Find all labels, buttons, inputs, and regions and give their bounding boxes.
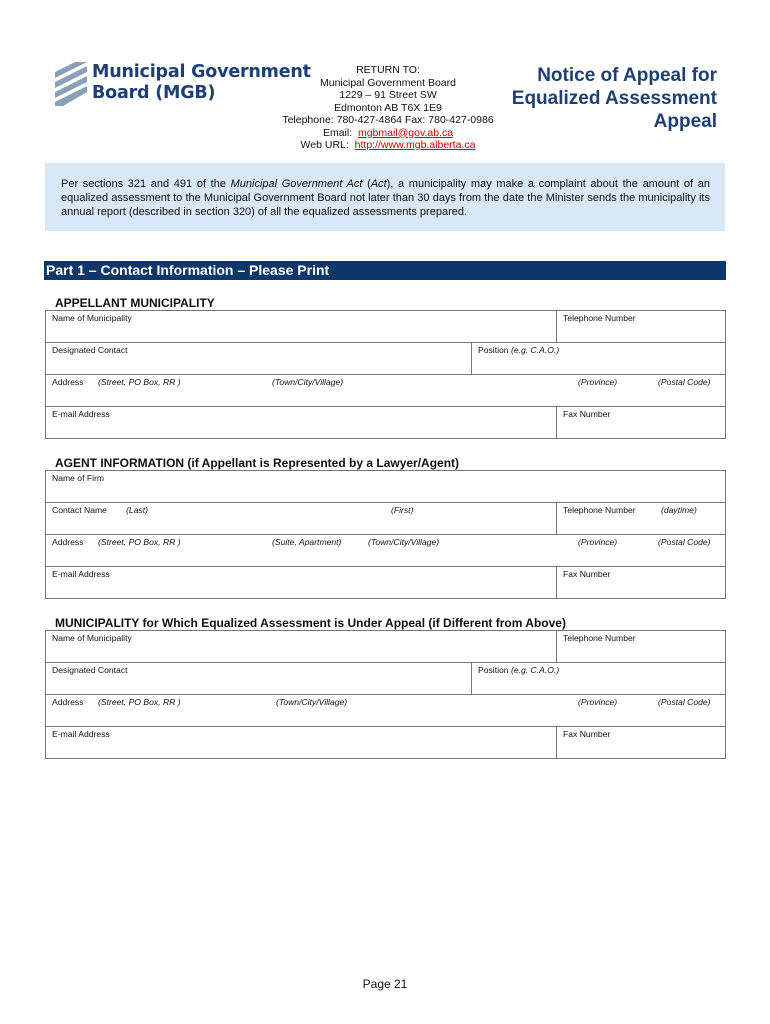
agent-table: [45, 470, 726, 599]
logo-line2: Board (MGB): [92, 83, 216, 103]
agent-email-label: E-mail Address: [52, 569, 110, 579]
agent-address-field[interactable]: [46, 535, 726, 567]
appellant-position-label: Position (e.g. C.A.O.): [478, 345, 560, 355]
email-line: [270, 127, 506, 140]
municipality-heading: MUNICIPALITY for Which Equalized Assessment is Under Appeal (if Different from Above): [55, 616, 566, 630]
city-address: Edmonton AB T6X 1E9: [334, 101, 442, 114]
agent-postal-hint: (Postal Code): [658, 537, 711, 547]
part1-header: Part 1 – Contact Information – Please Print: [44, 261, 726, 280]
appellant-email-field[interactable]: [46, 407, 557, 439]
page-number: Page 21: [362, 977, 408, 991]
municipality-address-label: Address: [52, 697, 84, 707]
appellant-postal-hint: (Postal Code): [658, 377, 711, 387]
appellant-heading: APPELLANT MUNICIPALITY: [55, 296, 215, 310]
agent-last-hint: (Last): [126, 505, 148, 515]
agent-address-label: Address: [52, 537, 84, 547]
agent-phone-field[interactable]: [557, 503, 726, 535]
org-name: Municipal Government Board: [320, 76, 456, 89]
municipality-position-label: Position (e.g. C.A.O.): [478, 665, 560, 675]
agent-daytime-hint: (daytime): [661, 505, 697, 515]
info-text-post: ), a municipality may make a complaint about the amount of an equalized assessment to the Municipal Government Board not later than 30 days from the date the Minister sends the municipality its annual report (described in section 320) of all the equalized assessments prepared.: [61, 178, 710, 218]
municipality-name-label: Name of Municipality: [52, 633, 132, 643]
agent-fax-field[interactable]: [557, 567, 726, 599]
title-line2: Equalized Assessment: [511, 88, 717, 109]
info-text-pre: Per sections 321 and 491 of the: [61, 178, 231, 190]
appellant-address-field[interactable]: [46, 375, 726, 407]
title-line3: Appeal: [653, 111, 717, 132]
agent-first-hint: (First): [391, 505, 414, 515]
form-title: [495, 64, 717, 133]
appellant-email-label: E-mail Address: [52, 409, 110, 419]
municipality-province-hint: (Province): [578, 697, 618, 707]
agent-contact-field[interactable]: [46, 503, 557, 535]
municipality-fax-field[interactable]: [557, 727, 726, 759]
agent-email-field[interactable]: [46, 567, 557, 599]
mgb-logo: [55, 60, 311, 110]
municipality-street-hint: (Street, PO Box, RR ): [98, 697, 181, 707]
agent-phone-label: Telephone Number: [563, 505, 636, 515]
agent-heading: AGENT INFORMATION (if Appellant is Represented by a Lawyer/Agent): [55, 456, 460, 470]
municipality-postal-hint: (Postal Code): [658, 697, 711, 707]
appellant-name-field[interactable]: [46, 311, 557, 343]
municipality-address-field[interactable]: [46, 695, 726, 727]
web-link[interactable]: http://www.mgb.alberta.ca: [354, 139, 476, 151]
municipality-name-field[interactable]: [46, 631, 557, 663]
logo-line1: Municipal Government: [92, 62, 311, 82]
agent-town-hint: (Town/City/Village): [368, 537, 440, 547]
info-act-name: Municipal Government Act: [230, 178, 363, 190]
street-address: 1229 – 91 Street SW: [339, 89, 437, 101]
return-to-label: RETURN TO:: [356, 64, 420, 76]
info-paren: (: [362, 178, 371, 190]
appellant-address-label: Address: [52, 377, 84, 387]
legislation-info-box: [45, 163, 725, 231]
agent-suite-hint: (Suite, Apartment): [272, 537, 342, 547]
municipality-fax-label: Fax Number: [563, 729, 611, 739]
web-line: [270, 139, 506, 152]
email-link[interactable]: mgbmail@gov.ab.ca: [357, 126, 454, 139]
appellant-position-field[interactable]: [472, 343, 726, 375]
municipality-email-label: E-mail Address: [52, 729, 110, 739]
appellant-fax-field[interactable]: [557, 407, 726, 439]
agent-firm-field[interactable]: [46, 471, 726, 503]
phone-fax: Telephone: 780-427-4864 Fax: 780-427-0986: [282, 114, 494, 126]
municipality-town-hint: (Town/City/Village): [276, 697, 348, 707]
return-address: [270, 64, 506, 152]
agent-firm-label: Name of Firm: [52, 473, 105, 483]
appellant-town-hint: (Town/City/Village): [272, 377, 344, 387]
appellant-name-label: Name of Municipality: [52, 313, 132, 323]
appellant-table: [45, 310, 726, 439]
info-act-short: Act: [370, 178, 387, 190]
email-label: Email:: [322, 126, 353, 139]
appellant-phone-field[interactable]: [557, 311, 726, 343]
municipality-email-field[interactable]: [46, 727, 557, 759]
appellant-province-hint: (Province): [578, 377, 618, 387]
mgb-logo-icon: [55, 62, 87, 106]
appellant-contact-field[interactable]: [46, 343, 472, 375]
agent-province-hint: (Province): [578, 537, 618, 547]
title-line1: Notice of Appeal for: [537, 65, 717, 86]
municipality-phone-label: Telephone Number: [563, 633, 636, 643]
municipality-phone-field[interactable]: [557, 631, 726, 663]
municipality-contact-label: Designated Contact: [52, 665, 128, 675]
municipality-table: [45, 630, 726, 759]
web-label: Web URL:: [300, 139, 349, 151]
agent-fax-label: Fax Number: [563, 569, 611, 579]
municipality-contact-field[interactable]: [46, 663, 472, 695]
agent-contact-label: Contact Name: [52, 505, 107, 515]
appellant-street-hint: (Street, PO Box, RR ): [98, 377, 181, 387]
appellant-fax-label: Fax Number: [563, 409, 611, 419]
appellant-contact-label: Designated Contact: [52, 345, 128, 355]
municipality-position-field[interactable]: [472, 663, 726, 695]
agent-street-hint: (Street, PO Box, RR ): [98, 537, 181, 547]
appellant-phone-label: Telephone Number: [563, 313, 636, 323]
